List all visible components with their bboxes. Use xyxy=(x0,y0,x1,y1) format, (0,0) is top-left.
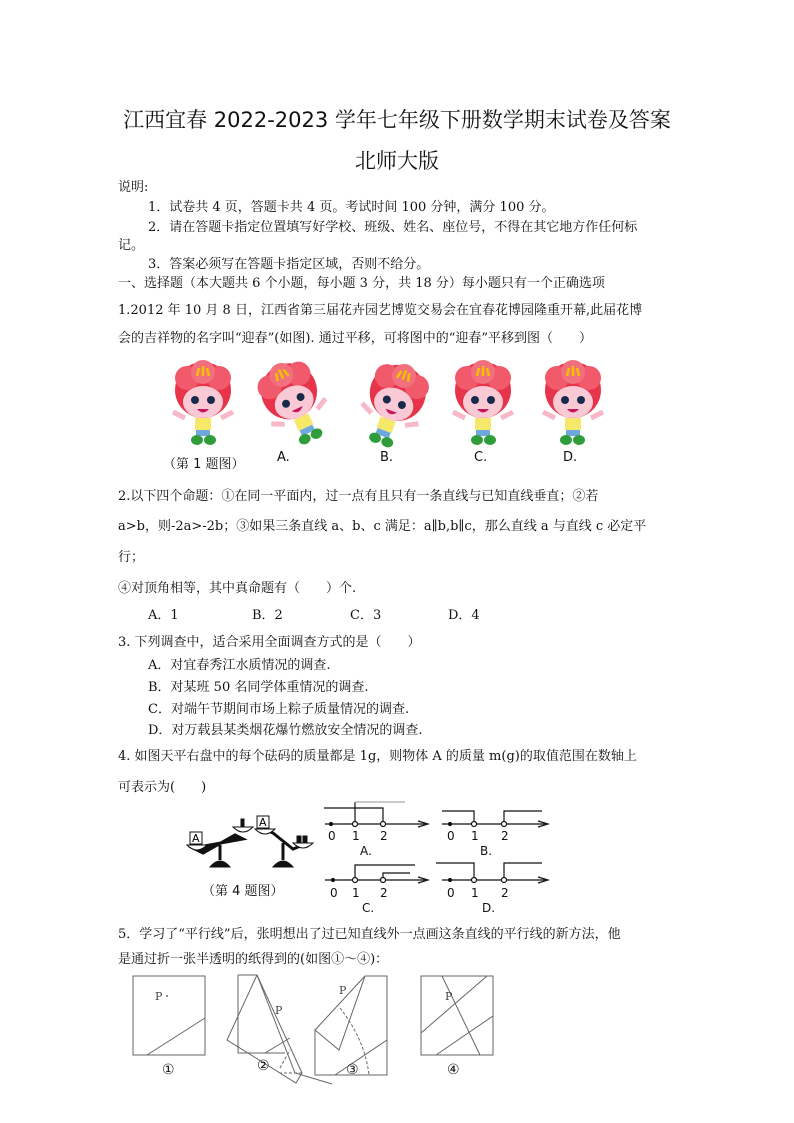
option-d: D．4 xyxy=(448,608,480,623)
document-title: 江西宜春 2022-2023 学年七年级下册数学期末试卷及答案 xyxy=(123,108,671,132)
question-5-text: 是通过折一张半透明的纸得到的(如图①～④)： xyxy=(118,952,389,967)
mascot-original-image xyxy=(162,360,244,448)
question-1-text: 会的吉祥物的名字叫“迎春”(如图). 通过平移，可将图中的“迎春”平移到图（ ） xyxy=(118,331,592,346)
balance-scales-figure xyxy=(185,815,315,870)
tick-label: 2 xyxy=(501,829,509,843)
option-b: B．对某班 50 名同学体重情况的调查. xyxy=(148,680,369,695)
question-2-text: 2.以下四个命题：①在同一平面内，过一点有且只有一条直线与已知直线垂直；②若 xyxy=(118,489,599,504)
tick-label: 1 xyxy=(471,886,479,900)
option-label: A. xyxy=(277,450,290,465)
option-label: D. xyxy=(563,450,578,465)
question-5-text: 5．学习了“平行线”后，张明想出了过已知直线外一点画这条直线的平行线的新方法，他 xyxy=(118,927,621,942)
tick-label: 0 xyxy=(328,829,336,843)
option-label: B. xyxy=(480,844,493,858)
tick-label: 0 xyxy=(330,886,338,900)
question-2-text: ④对顶角相等，其中真命题有（ ）个. xyxy=(118,581,357,596)
figure-label: ④ xyxy=(447,1062,460,1078)
option-b: B．2 xyxy=(252,608,283,623)
question-3-text: 3. 下列调查中，适合采用全面调查方式的是（ ） xyxy=(118,635,421,650)
point-p-label: P xyxy=(445,990,453,1003)
figure-caption: （第 1 题图） xyxy=(163,457,245,472)
question-2-text: 行； xyxy=(118,550,145,565)
figure-label: ① xyxy=(162,1062,175,1078)
option-label: C. xyxy=(474,450,488,465)
note-item: 1．试卷共 4 页，答题卡共 4 页。考试时间 100 分钟，满分 100 分。 xyxy=(148,200,555,215)
mascot-option-a-image xyxy=(239,347,351,461)
point-p-label: P xyxy=(275,1004,283,1017)
box-label: A xyxy=(192,832,200,845)
tick-label: 2 xyxy=(501,886,509,900)
option-c: C．对端午节期间市场上粽子质量情况的调查. xyxy=(148,702,410,717)
box-label: A xyxy=(259,816,267,829)
paper-folding-figures xyxy=(125,970,575,1085)
figure-caption: （第 4 题图） xyxy=(202,884,284,899)
notes-heading: 说明: xyxy=(118,180,149,195)
note-item: 记。 xyxy=(118,238,145,253)
option-a: A．对宜春秀江水质情况的调查. xyxy=(148,658,331,673)
figure-label: ② xyxy=(257,1058,270,1074)
option-c: C．3 xyxy=(350,608,382,623)
tick-label: 2 xyxy=(380,829,388,843)
tick-label: 0 xyxy=(447,886,455,900)
tick-label: 1 xyxy=(471,829,479,843)
option-label: D. xyxy=(482,901,496,915)
number-line-options xyxy=(320,800,560,920)
tick-label: 1 xyxy=(352,829,360,843)
option-d: D．对万载县某类烟花爆竹燃放安全情况的调查. xyxy=(148,723,423,738)
mascot-option-d-image xyxy=(532,360,614,448)
option-a: A．1 xyxy=(148,608,179,623)
question-4-text: 4. 如图天平右盘中的每个砝码的质量都是 1g，则物体 A 的质量 m(g)的取值范围在数轴上 xyxy=(118,749,637,764)
mascot-option-b-image xyxy=(339,351,446,462)
option-label: B. xyxy=(380,450,394,465)
note-item: 3．答案必须写在答题卡指定区域，否则不给分。 xyxy=(148,257,430,272)
tick-label: 0 xyxy=(447,829,455,843)
option-label: A. xyxy=(360,844,372,858)
point-p-label: P xyxy=(339,984,347,997)
point-p-label: P xyxy=(155,990,163,1003)
question-1-text: 1.2012 年 10 月 8 日，江西省第三届花卉园艺博览交易会在宜春花博园隆重开幕,此届花博 xyxy=(118,303,643,318)
document-subtitle: 北师大版 xyxy=(355,149,439,173)
note-item: 2．请在答题卡指定位置填写好学校、班级、姓名、座位号，不得在其它地方作任何标 xyxy=(148,220,638,235)
tick-label: 1 xyxy=(352,886,360,900)
question-4-text: 可表示为( ) xyxy=(118,780,207,795)
tick-label: 2 xyxy=(380,886,388,900)
section-heading: 一、选择题（本大题共 6 个小题，每小题 3 分，共 18 分）每小题只有一个正确选项 xyxy=(118,276,605,291)
question-2-text: a>b，则-2a>-2b；③如果三条直线 a、b、c 满足：a∥b,b∥c，那么直线 a 与直线 c 必定平 xyxy=(118,519,647,534)
figure-label: ③ xyxy=(346,1062,359,1078)
mascot-option-c-image xyxy=(442,360,524,448)
option-label: C. xyxy=(362,901,375,915)
